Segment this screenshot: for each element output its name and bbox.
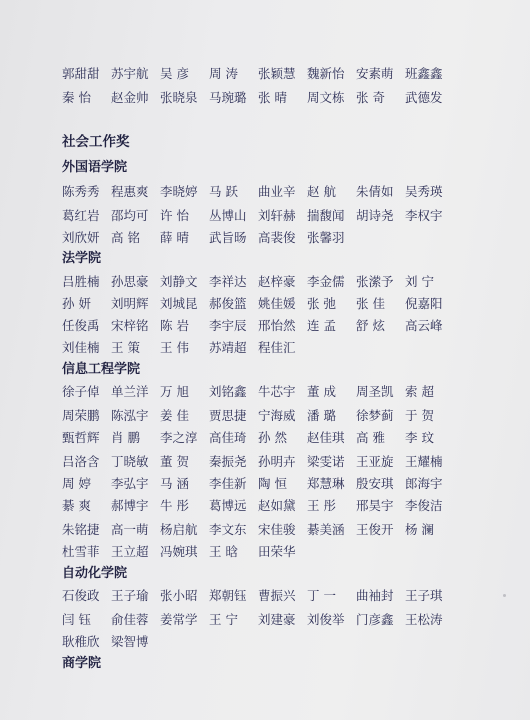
person-name: 王俊开 [356,522,394,537]
person-name: 吕洛含 [62,454,100,469]
person-name: 薛 晴 [160,230,189,245]
person-name: 李弘宇 [111,476,149,491]
person-name: 刘静文 [160,274,198,289]
person-name: 索 超 [405,384,434,399]
person-name: 董 贺 [160,454,189,469]
name-row [62,452,454,472]
person-name: 高裴俊 [258,230,296,245]
person-name: 刘俊举 [307,612,345,627]
person-name: 李佳新 [209,476,247,491]
person-name: 田荣华 [258,544,296,559]
person-name: 丁晓敏 [111,454,149,469]
person-name: 张潆予 [356,274,394,289]
person-name: 郝博宇 [111,498,149,513]
name-row [62,64,454,84]
person-name: 陈 岩 [160,318,189,333]
person-name: 李之淳 [160,430,198,445]
person-name: 高 雅 [356,430,385,445]
person-name: 徐子倬 [62,384,100,399]
name-row [62,294,454,314]
name-row [62,428,454,448]
name-row [62,272,454,292]
person-name: 张 晴 [258,90,287,105]
person-name: 张馨羽 [307,230,345,245]
person-name: 孙 妍 [62,296,91,311]
person-name: 高云峰 [405,318,443,333]
name-row [62,88,454,108]
person-name: 宋梓铭 [111,318,149,333]
person-name: 武德发 [405,90,443,105]
person-name: 石俊政 [62,588,100,603]
person-name: 宋佳骏 [258,522,296,537]
person-name: 倪嘉阳 [405,296,443,311]
person-name: 舒 炫 [356,318,385,333]
person-name: 周荣鹏 [62,408,100,423]
person-name: 单兰洋 [111,384,149,399]
person-name: 闫 钰 [62,612,91,627]
person-name: 王 晗 [209,544,238,559]
person-name: 潘 璐 [307,408,336,423]
person-name: 杨启航 [160,522,198,537]
person-name: 李宇辰 [209,318,247,333]
award-title: 社会工作奖 [62,134,130,150]
name-row [62,474,454,494]
name-row [62,520,454,540]
person-name: 张 奇 [356,90,385,105]
person-name: 李晓婷 [160,184,198,199]
person-name: 綦美涵 [307,522,345,537]
person-name: 甄哲辉 [62,430,100,445]
person-name: 朱倩如 [356,184,394,199]
person-name: 丛博山 [209,208,247,223]
person-name: 孙思豪 [111,274,149,289]
person-name: 郑慧琳 [307,476,345,491]
person-name: 孙明卉 [258,454,296,469]
person-name: 梁雯诺 [307,454,345,469]
person-name: 高一萌 [111,522,149,537]
person-name: 刘建豪 [258,612,296,627]
person-name: 吴秀瑛 [405,184,443,199]
person-name: 刘佳楠 [62,340,100,355]
person-name: 牛 彤 [160,498,189,513]
person-name: 刘铭鑫 [209,384,247,399]
person-name: 葛红岩 [62,208,100,223]
person-name: 梁智博 [111,634,149,649]
person-name: 程惠爽 [111,184,149,199]
person-name: 连 孟 [307,318,336,333]
person-name: 肖 鹏 [111,430,140,445]
person-name: 安素萌 [356,66,394,81]
person-name: 马 跃 [209,184,238,199]
person-name: 班鑫鑫 [405,66,443,81]
person-name: 王耀楠 [405,454,443,469]
person-name: 陈泓宇 [111,408,149,423]
person-name: 魏新怡 [307,66,345,81]
person-name: 王 彤 [307,498,336,513]
person-name: 赵梓豪 [258,274,296,289]
person-name: 耿稚欣 [62,634,100,649]
person-name: 刘城昆 [160,296,198,311]
person-name: 刘 宁 [405,274,434,289]
person-name: 周 婷 [62,476,91,491]
person-name: 徐梦蓟 [356,408,394,423]
person-name: 邢怡然 [258,318,296,333]
person-name: 许 怡 [160,208,189,223]
person-name: 王 宁 [209,612,238,627]
person-name: 门彦鑫 [356,612,394,627]
person-name: 周 涛 [209,66,238,81]
person-name: 殷安琪 [356,476,394,491]
person-name: 姚佳媛 [258,296,296,311]
person-name: 李祥达 [209,274,247,289]
person-name: 姜常学 [160,612,198,627]
person-name: 张晓泉 [160,90,198,105]
person-name: 万 旭 [160,384,189,399]
person-name: 刘轩赫 [258,208,296,223]
person-name: 孙 然 [258,430,287,445]
name-row [62,382,454,402]
person-name: 吴 彦 [160,66,189,81]
person-name: 李俊洁 [405,498,443,513]
person-name: 杜雪菲 [62,544,100,559]
person-name: 綦 爽 [62,498,91,513]
person-name: 武旨旸 [209,230,247,245]
college-heading: 商学院 [62,656,102,671]
name-row [62,586,454,606]
person-name: 张 弛 [307,296,336,311]
person-name: 董 成 [307,384,336,399]
person-name: 李权宇 [405,208,443,223]
person-name: 曲业辛 [258,184,296,199]
person-name: 程佳汇 [258,340,296,355]
person-name: 王 伟 [160,340,189,355]
person-name: 郝俊篮 [209,296,247,311]
person-name: 冯婉琪 [160,544,198,559]
name-row [62,632,160,652]
person-name: 王松涛 [405,612,443,627]
person-name: 吕胜楠 [62,274,100,289]
person-name: 李 玟 [405,430,434,445]
person-name: 苏靖超 [209,340,247,355]
person-name: 李金儒 [307,274,345,289]
person-name: 揣馥闻 [307,208,345,223]
person-name: 刘欣妍 [62,230,100,245]
person-name: 周圣凯 [356,384,394,399]
person-name: 周文栋 [307,90,345,105]
college-heading: 法学院 [62,251,102,266]
person-name: 邢昊宇 [356,498,394,513]
name-row [62,610,454,630]
person-name: 高 铭 [111,230,140,245]
person-name: 马 涵 [160,476,189,491]
person-name: 陈秀秀 [62,184,100,199]
person-name: 秦振尧 [209,454,247,469]
person-name: 马琬璐 [209,90,247,105]
person-name: 郭甜甜 [62,66,100,81]
person-name: 张颖慧 [258,66,296,81]
person-name: 张 佳 [356,296,385,311]
person-name: 杨 澜 [405,522,434,537]
person-name: 陶 恒 [258,476,287,491]
college-heading: 信息工程学院 [62,362,141,377]
person-name: 贾思捷 [209,408,247,423]
name-row [62,406,454,426]
person-name: 赵金帅 [111,90,149,105]
name-row [62,206,454,226]
person-name: 赵 航 [307,184,336,199]
person-name: 王子琪 [405,588,443,603]
person-name: 王 策 [111,340,140,355]
person-name: 王子瑜 [111,588,149,603]
name-row [62,316,454,336]
person-name: 朱铭捷 [62,522,100,537]
person-name: 曹振兴 [258,588,296,603]
person-name: 王立超 [111,544,149,559]
name-row [62,496,454,516]
person-name: 俞佳蓉 [111,612,149,627]
person-name: 秦 怡 [62,90,91,105]
person-name: 任俊禹 [62,318,100,333]
college-heading: 外国语学院 [62,160,128,175]
name-row [62,542,307,562]
person-name: 宁海威 [258,408,296,423]
person-name: 牛芯宇 [258,384,296,399]
person-name: 葛博远 [209,498,247,513]
person-name: 于 贺 [405,408,434,423]
person-name: 高佳琦 [209,430,247,445]
person-name: 赵如黛 [258,498,296,513]
name-row [62,338,307,358]
person-name: 李文东 [209,522,247,537]
person-name: 丁 一 [307,588,336,603]
person-name: 姜 佳 [160,408,189,423]
person-name: 王亚旋 [356,454,394,469]
person-name: 赵佳琪 [307,430,345,445]
name-row [62,228,356,248]
person-name: 张小昭 [160,588,198,603]
person-name: 邵均可 [111,208,149,223]
paper-speck [503,594,506,597]
person-name: 郑朝钰 [209,588,247,603]
name-row [62,182,454,202]
person-name: 郎海宇 [405,476,443,491]
person-name: 胡诗尧 [356,208,394,223]
person-name: 刘明辉 [111,296,149,311]
college-heading: 自动化学院 [62,566,128,581]
person-name: 曲袖封 [356,588,394,603]
person-name: 苏宇航 [111,66,149,81]
